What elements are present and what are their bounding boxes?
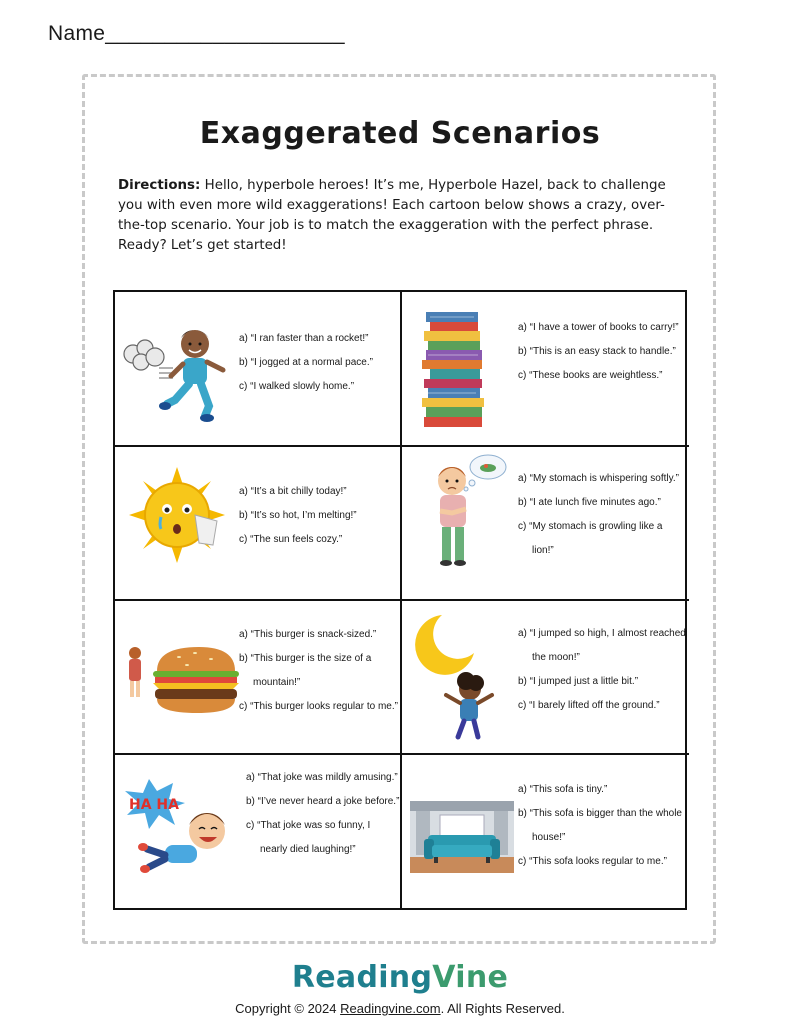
book-stack-icon [420,306,492,434]
scenario-card [115,447,402,601]
options-list [518,467,686,563]
readingvine-logo [0,960,800,995]
logo-reading: Reading [291,960,433,995]
option-c[interactable]: c) “I walked slowly home.” [239,381,355,392]
option-c[interactable]: c) “These books are weightless.” [518,370,663,381]
option-b[interactable]: b) “This is an easy stack to handle.” [518,346,676,357]
option-a[interactable]: a) “I have a tower of books to carry!” [518,322,679,333]
scenario-card [402,601,689,755]
option-a[interactable]: a) “It’s a bit chilly today!” [239,486,347,497]
moon-jump-icon [412,609,516,745]
option-b[interactable]: b) “It’s so hot, I’m melting!” [239,510,357,521]
option-b[interactable]: b) “I jumped just a little bit.” [518,676,639,687]
option-b[interactable]: b) “This burger is the size of a mountain!” [239,653,372,688]
directions-text: Hello, hyperbole heroes! It’s me, Hyperbole Hazel, back to challenge you with even more wild exaggerations! Each cartoon below shows a crazy, over-the-top scenario. Your job is to match the exaggeration with the perfect phrase. Ready? Let’s get started! [118,178,666,253]
melting-sun-icon [127,465,227,565]
options-list [239,623,399,719]
option-b[interactable]: b) “I’ve never heard a joke before.” [246,796,400,807]
options-list [239,480,399,552]
hungry-boy-icon [416,451,516,583]
option-b[interactable]: b) “I jogged at a normal pace.” [239,357,373,368]
scenario-card [115,755,402,908]
copyright-pre: Copyright © 2024 [235,1001,337,1016]
copyright [0,1001,800,1016]
options-list [518,778,686,874]
name-line: Name____________________ [48,22,345,45]
option-c[interactable]: c) “That joke was so funny, I nearly died laughing!” [246,820,371,855]
options-list [518,622,686,718]
directions-label: Directions: [118,178,201,193]
directions [118,176,683,256]
scenario-card [115,292,402,447]
scenario-card [402,447,689,601]
options-list [239,327,399,399]
scenario-card [402,292,689,447]
scenario-card [402,755,689,908]
option-a[interactable]: a) “This sofa is tiny.” [518,784,608,795]
option-a[interactable]: a) “I jumped so high, I almost reached the moon!” [518,628,686,663]
option-b[interactable]: b) “This sofa is bigger than the whole house!” [518,808,682,843]
option-c[interactable]: c) “My stomach is growling like a lion!” [518,521,663,556]
option-b[interactable]: b) “I ate lunch five minutes ago.” [518,497,661,508]
sofa-icon [410,801,514,873]
worksheet-title: Exaggerated Scenarios [199,116,601,151]
options-list [518,316,683,388]
option-c[interactable]: c) “This burger looks regular to me.” [239,701,398,712]
hahaha-text: HA HA [129,797,179,813]
scenario-grid [113,290,687,910]
readingvine-link[interactable]: Readingvine.com [340,1001,441,1016]
copyright-post: . All Rights Reserved. [440,1001,565,1016]
laughing-boy-icon [119,775,243,887]
option-a[interactable]: a) “My stomach is whispering softly.” [518,473,679,484]
option-c[interactable]: c) “I barely lifted off the ground.” [518,700,660,711]
running-boy-icon [119,310,231,430]
option-a[interactable]: a) “This burger is snack-sized.” [239,629,377,640]
big-burger-icon [123,641,239,721]
option-c[interactable]: c) “The sun feels cozy.” [239,534,343,545]
options-list [246,766,400,862]
option-a[interactable]: a) “That joke was mildly amusing.” [246,772,398,783]
scenario-card [115,601,402,755]
logo-vine: Vine [432,960,509,995]
option-a[interactable]: a) “I ran faster than a rocket!” [239,333,369,344]
option-c[interactable]: c) “This sofa looks regular to me.” [518,856,667,867]
